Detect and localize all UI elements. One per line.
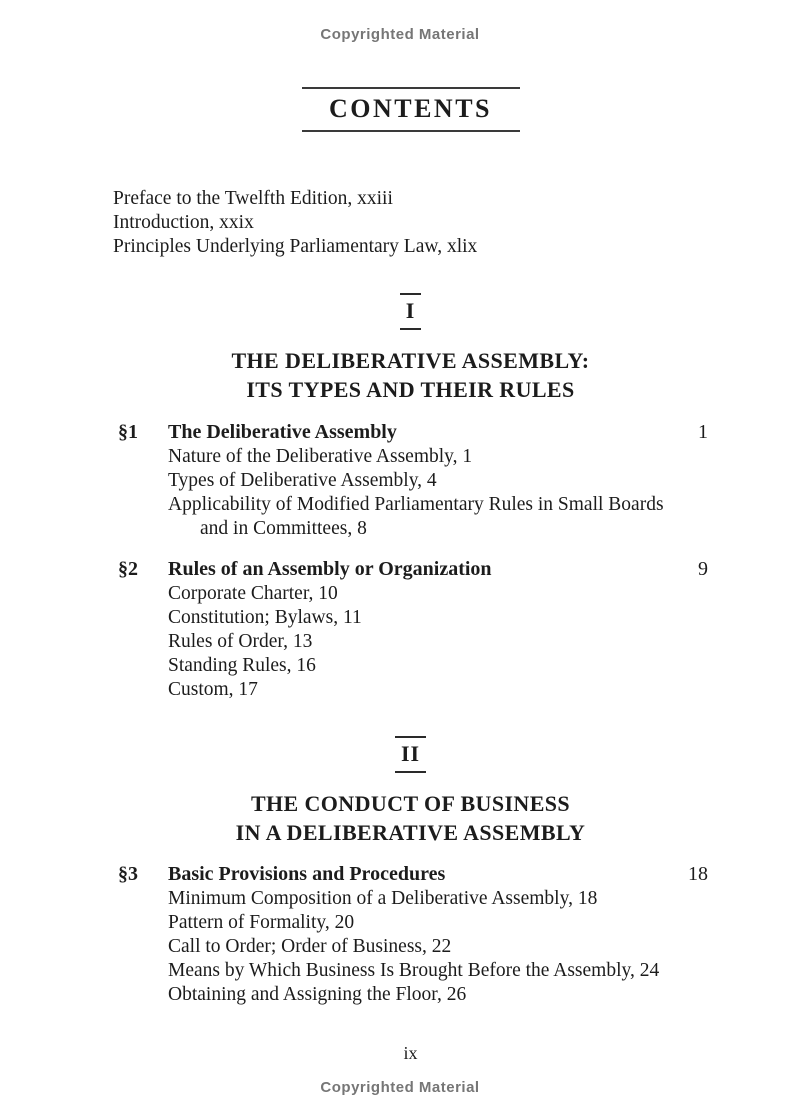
copyright-notice-bottom: Copyrighted Material xyxy=(320,1079,480,1096)
section-1-heading-row xyxy=(113,419,708,445)
toc-subentry: Standing Rules, 16 xyxy=(168,655,316,676)
toc-subentry: Applicability of Modified Parliamentary Rules in Small Boards xyxy=(168,494,664,515)
folio-page-number: ix xyxy=(403,1043,418,1063)
section-1-number: §1 xyxy=(118,421,138,443)
toc-subentry: Rules of Order, 13 xyxy=(168,631,313,652)
toc-subentry: Nature of the Deliberative Assembly, 1 xyxy=(168,446,473,467)
part-1-title xyxy=(113,346,708,404)
part-2-heading xyxy=(113,736,708,847)
section-1 xyxy=(113,419,708,541)
part-2-title xyxy=(113,789,708,847)
section-1-page-number: 1 xyxy=(698,421,708,443)
section-2-number: §2 xyxy=(118,558,138,580)
section-3-title: Basic Provisions and Procedures xyxy=(168,863,446,885)
part-1-title-line-1: THE DELIBERATIVE ASSEMBLY: xyxy=(231,348,590,373)
section-2-page-number: 9 xyxy=(698,558,708,580)
toc-subentry: Constitution; Bylaws, 11 xyxy=(168,607,362,628)
contents-heading xyxy=(302,87,520,132)
front-matter-item-preface: Preface to the Twelfth Edition, xxiii xyxy=(113,188,393,209)
toc-subentry: Pattern of Formality, 20 xyxy=(168,912,355,933)
section-3-number: §3 xyxy=(118,863,138,885)
toc-subentry-continuation: and in Committees, 8 xyxy=(200,518,367,539)
toc-subentry: Minimum Composition of a Deliberative Assembly, 18 xyxy=(168,888,598,909)
toc-subentry: Custom, 17 xyxy=(168,679,258,700)
part-1-numeral: I xyxy=(400,293,422,330)
section-2-heading-row xyxy=(113,556,708,582)
toc-subentry: Means by Which Business Is Brought Before the Assembly, 24 xyxy=(168,960,660,981)
text-column xyxy=(113,87,708,1063)
part-1-title-line-2: ITS TYPES AND THEIR RULES xyxy=(246,377,575,402)
section-3 xyxy=(113,861,708,1007)
toc-subentry: Obtaining and Assigning the Floor, 26 xyxy=(168,984,467,1005)
front-matter-item-introduction: Introduction, xxix xyxy=(113,212,254,233)
front-matter-item-principles: Principles Underlying Parliamentary Law, xlix xyxy=(113,236,478,257)
section-3-heading-row xyxy=(113,861,708,887)
part-1-heading xyxy=(113,293,708,404)
part-2-title-line-1: THE CONDUCT OF BUSINESS xyxy=(250,791,571,816)
section-1-title: The Deliberative Assembly xyxy=(168,421,397,443)
front-matter-list xyxy=(113,187,708,259)
section-2 xyxy=(113,556,708,702)
page-title: CONTENTS xyxy=(328,94,493,123)
toc-subentry: Types of Deliberative Assembly, 4 xyxy=(168,470,437,491)
part-2-title-line-2: IN A DELIBERATIVE ASSEMBLY xyxy=(235,820,586,845)
section-2-title: Rules of an Assembly or Organization xyxy=(168,558,492,580)
section-3-page-number: 18 xyxy=(688,863,708,885)
toc-subentry: Call to Order; Order of Business, 22 xyxy=(168,936,452,957)
toc-subentry: Corporate Charter, 10 xyxy=(168,583,338,604)
part-2-numeral: II xyxy=(395,736,426,773)
copyright-notice-top: Copyrighted Material xyxy=(320,26,480,43)
